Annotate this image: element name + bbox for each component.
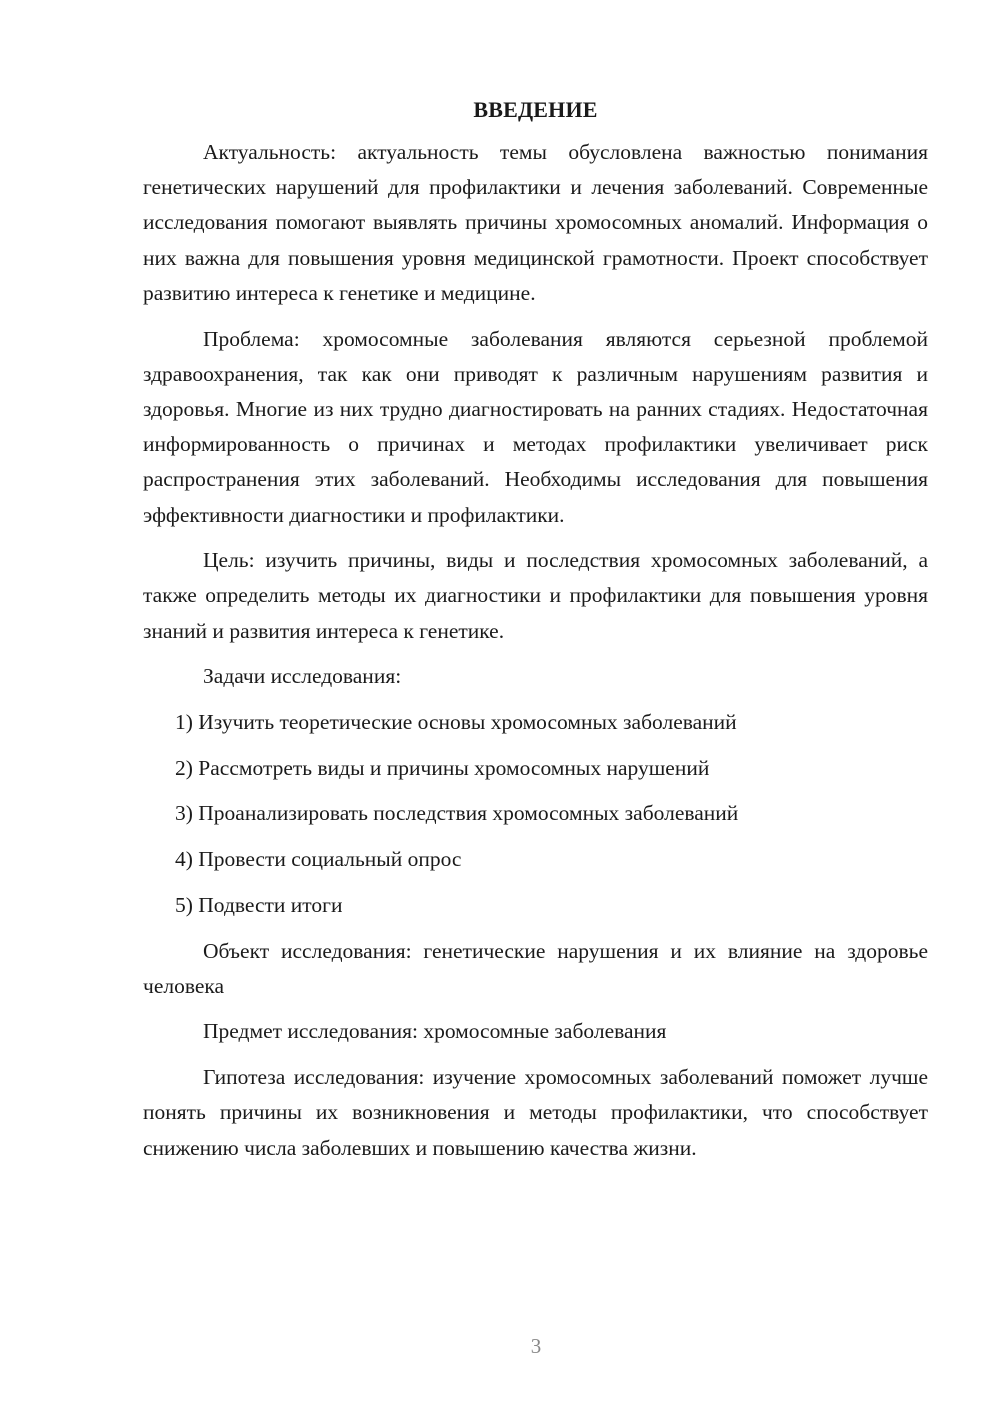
hypothesis-paragraph: Гипотеза исследования: изучение хромосомных заболеваний поможет лучше понять причины их возникновения и методы профилактики, что способствует снижению числа заболевших и повышению качества жизни. (143, 1065, 928, 1160)
page-title: ВВЕДЕНИЕ (473, 97, 598, 122)
object-paragraph: Объект исследования: генетические нарушения и их влияние на здоровье человека (143, 938, 928, 998)
list-item: 2) Рассмотреть виды и причины хромосомных нарушений (175, 755, 710, 780)
document-page (143, 92, 928, 1176)
subject-paragraph: Предмет исследования: хромосомные заболевания (203, 1019, 667, 1044)
list-item: 1) Изучить теоретические основы хромосомных заболеваний (175, 710, 737, 735)
page-number: 3 (530, 1334, 542, 1358)
list-item: 3) Проанализировать последствия хромосомных заболеваний (175, 801, 739, 826)
list-item: 4) Провести социальный опрос (175, 847, 462, 872)
tasks-list (143, 705, 928, 923)
relevance-paragraph: Актуальность: актуальность темы обусловлена важностью понимания генетических нарушений для профилактики и лечения заболеваний. Современные исследования помогают выявлять причины хромосомных аномалий. Информация о них важна для повышения уровня медицинской грамотности. Проект способствует развитию интереса к генетике и медицине. (143, 140, 928, 305)
tasks-heading: Задачи исследования: (203, 664, 402, 689)
list-item: 5) Подвести итоги (175, 892, 343, 917)
goal-paragraph: Цель: изучить причины, виды и последствия хромосомных заболеваний, а также определить методы их диагностики и профилактики для повышения уровня знаний и развития интереса к генетике. (143, 548, 928, 643)
problem-paragraph: Проблема: хромосомные заболевания являются серьезной проблемой здравоохранения, так как они приводят к различным нарушениям развития и здоровья. Многие из них трудно диагностировать на ранних стадиях. Недостаточная информированность о причинах и методах профилактики увеличивает риск распространения этих заболеваний. Необходимы исследования для повышения эффективности диагностики и профилактики. (143, 326, 928, 527)
